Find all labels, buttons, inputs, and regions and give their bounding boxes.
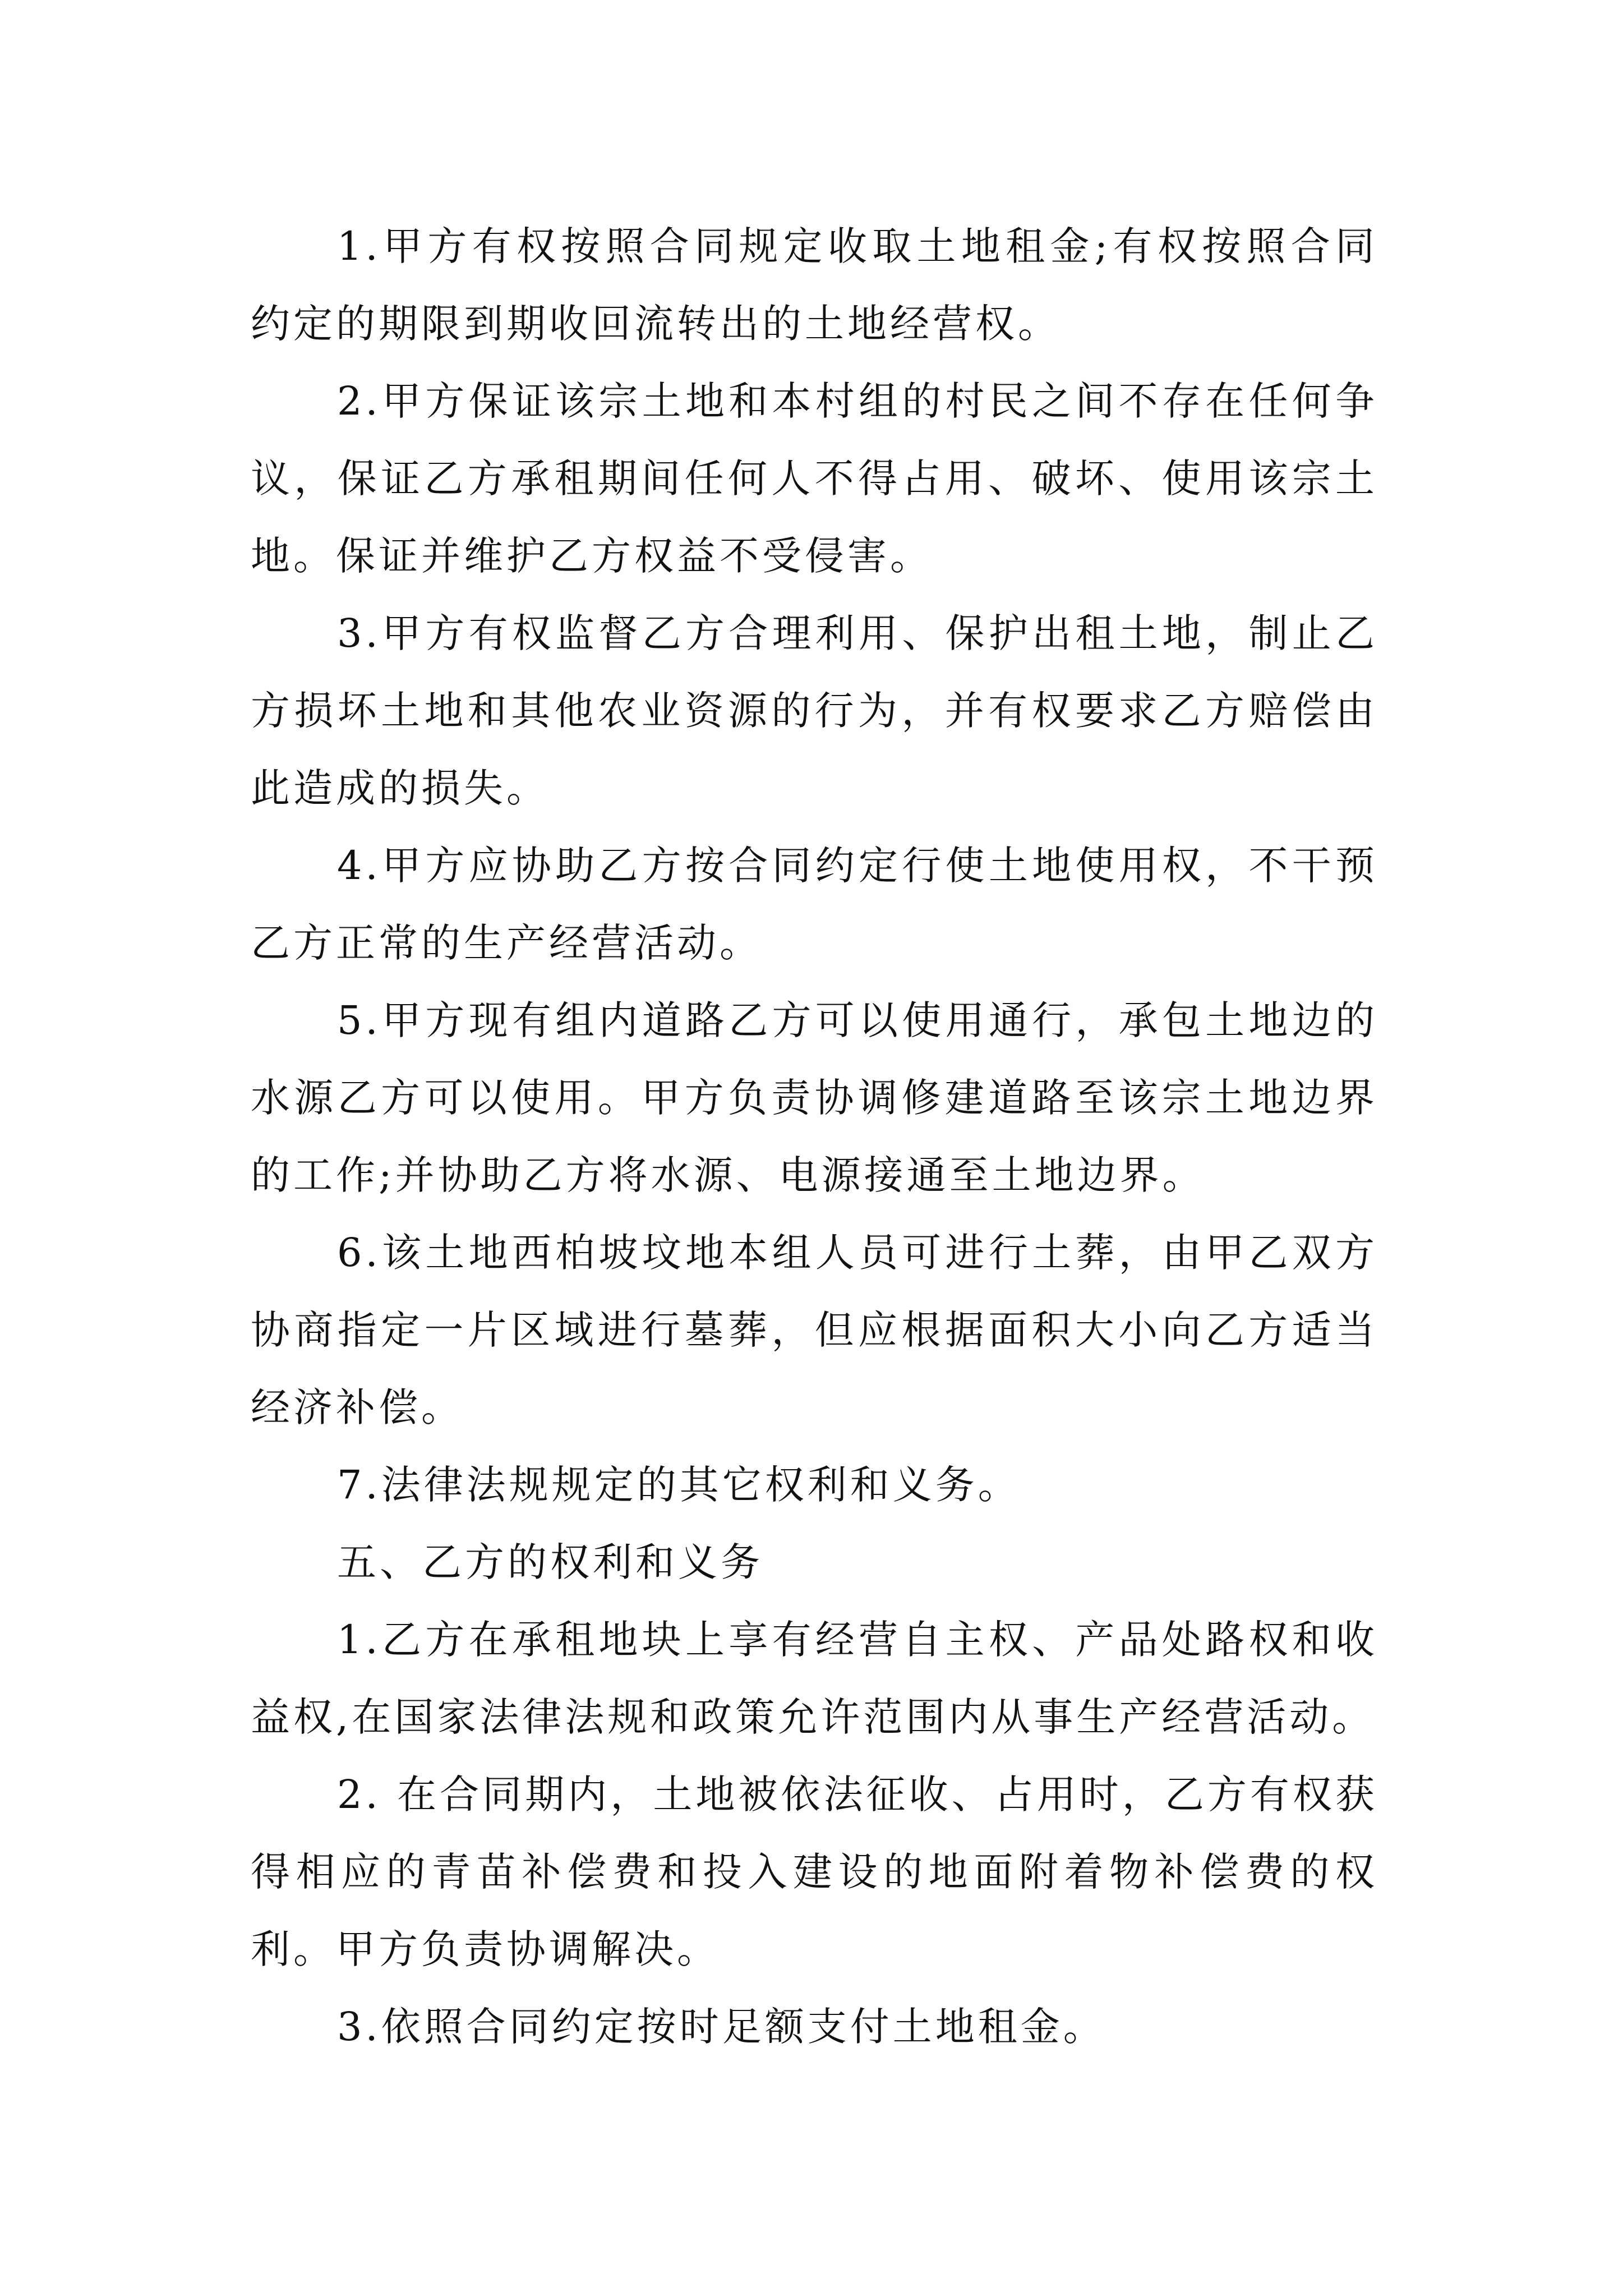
paragraph-party-a-right-3: 3.甲方有权监督乙方合理利用、保护出租土地，制止乙方损坏土地和其他农业资源的行为，并有权要求乙方赔偿由此造成的损失。	[251, 610, 1378, 811]
paragraph-party-b-right-3: 3.依照合同约定按时足额支付土地租金。	[337, 2004, 1106, 2050]
paragraph-party-a-right-2: 2.甲方保证该宗土地和本村组的村民之间不存在任何争议，保证乙方承租期间任何人不得占用、破坏、使用该宗土地。保证并维护乙方权益不受侵害。	[251, 378, 1378, 579]
paragraph-party-a-right-7: 7.法律法规规定的其它权利和义务。	[337, 1462, 1021, 1508]
paragraph-party-a-right-6: 6.该土地西柏坡坟地本组人员可进行土葬，由甲乙双方协商指定一片区域进行墓葬，但应根据面积大小向乙方适当经济补偿。	[251, 1230, 1378, 1430]
section-heading-party-b: 五、乙方的权利和义务	[337, 1539, 763, 1585]
document-body	[251, 208, 1378, 2065]
paragraph-party-b-right-1: 1.乙方在承租地块上享有经营自主权、产品处路权和收益权,在国家法律法规和政策允许范围内从事生产经营活动。	[251, 1617, 1378, 1740]
paragraph-party-a-right-5: 5.甲方现有组内道路乙方可以使用通行，承包土地边的水源乙方可以使用。甲方负责协调修建道路至该宗土地边界的工作;并协助乙方将水源、电源接通至土地边界。	[251, 997, 1378, 1198]
paragraph-party-a-right-4: 4.甲方应协助乙方按合同约定行使土地使用权，不干预乙方正常的生产经营活动。	[251, 843, 1378, 966]
paragraph-party-a-right-1: 1.甲方有权按照合同规定收取土地租金;有权按照合同约定的期限到期收回流转出的土地经营权。	[251, 223, 1378, 347]
paragraph-party-b-right-2: 2. 在合同期内，土地被依法征收、占用时，乙方有权获得相应的青苗补偿费和投入建设的地面附着物补偿费的权利。甲方负责协调解决。	[251, 1772, 1378, 1972]
